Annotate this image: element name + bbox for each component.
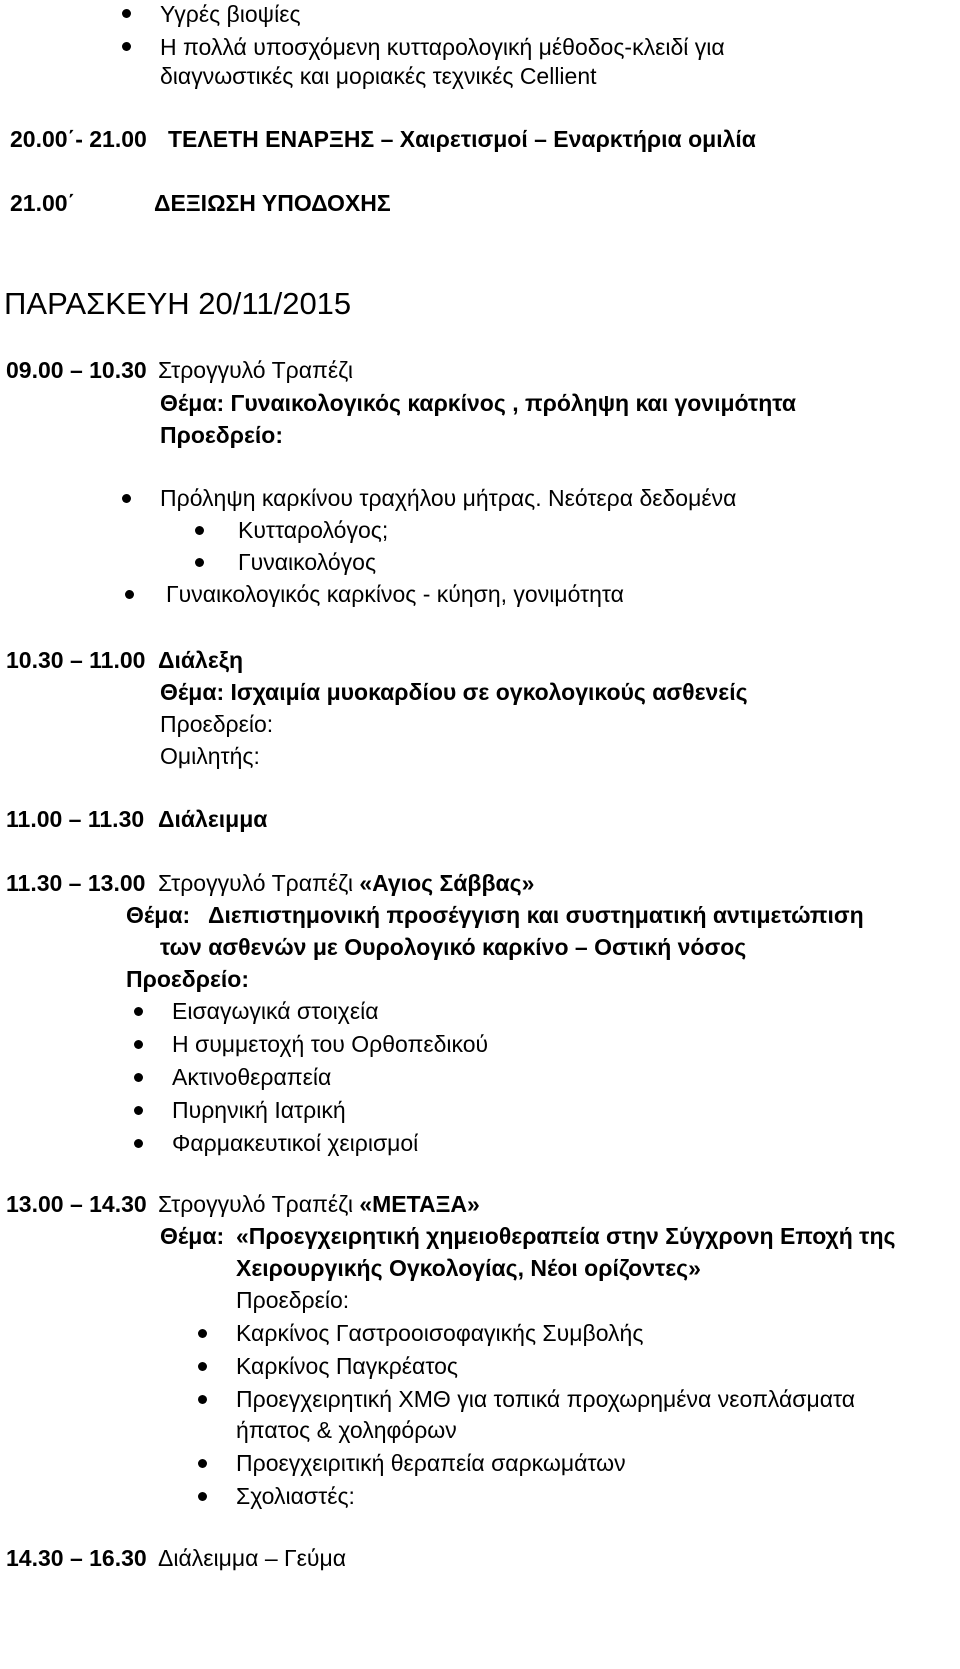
session-4-name: «Αγιος Σάββας» <box>359 870 535 896</box>
ceremony-time: 20.00΄- 21.00 <box>10 126 147 152</box>
list-item-continuation: ήπατος & χοληφόρων <box>236 1417 457 1443</box>
session-3-type: Διάλειμμα <box>158 806 268 832</box>
session-1-theme: Θέμα: Γυναικολογικός καρκίνος , πρόληψη και γονιμότητα <box>160 390 797 416</box>
list-item: Πυρηνική Ιατρική <box>172 1097 346 1123</box>
list-item: Γυναικολογικός καρκίνος - κύηση, γονιμότητα <box>166 581 624 607</box>
session-4-header <box>6 869 534 897</box>
ceremony-line <box>10 125 756 153</box>
reception-text: ΔΕΞΙΩΣΗ ΥΠΟΔΟΧΗΣ <box>154 190 391 216</box>
list-item: Η συμμετοχή του Ορθοπεδικού <box>172 1031 489 1057</box>
bullet-icon <box>134 1139 143 1148</box>
session-5-theme-line1: «Προεγχειρητική χημειοθεραπεία στην Σύγχρονη Εποχή της <box>236 1223 896 1249</box>
session-5-type: Στρογγυλό Τραπέζι <box>158 1191 353 1217</box>
day-heading: ΠΑΡΑΣΚΕΥΗ 20/11/2015 <box>4 286 352 321</box>
session-3-header <box>6 805 267 833</box>
list-item-continuation: διαγνωστικές και μοριακές τεχνικές Cellient <box>160 63 597 89</box>
list-item: Πρόληψη καρκίνου τραχήλου μήτρας. Νεότερα δεδομένα <box>160 485 737 511</box>
session-6-header <box>6 1544 346 1572</box>
session-5-theme-line2: Χειρουργικής Ογκολογίας, Νέοι ορίζοντες» <box>236 1255 701 1281</box>
session-6-type: Διάλειμμα – Γεύμα <box>158 1545 347 1571</box>
list-item: Υγρές βιοψίες <box>160 1 301 27</box>
list-item: Γυναικολόγος <box>238 549 377 575</box>
reception-time: 21.00΄ <box>10 190 76 216</box>
session-4-theme-label: Θέμα: <box>126 902 191 928</box>
list-item: Καρκίνος Παγκρέατος <box>236 1353 458 1379</box>
list-item: Εισαγωγικά στοιχεία <box>172 998 379 1024</box>
bullet-icon <box>198 1459 207 1468</box>
reception-line <box>10 189 391 217</box>
list-item: Καρκίνος Γαστροοισοφαγικής Συμβολής <box>236 1320 644 1346</box>
session-1-time: 09.00 – 10.30 <box>6 357 147 383</box>
session-2-type: Διάλεξη <box>158 647 244 673</box>
session-2-theme: Θέμα: Ισχαιμία μυοκαρδίου σε ογκολογικούς ασθενείς <box>160 679 748 705</box>
ceremony-text: ΤΕΛΕΤΗ ΕΝΑΡΞΗΣ – Χαιρετισμοί – Εναρκτήρια ομιλία <box>168 126 756 152</box>
session-5-header <box>6 1190 480 1218</box>
session-2-header <box>6 646 243 674</box>
session-4-theme <box>126 901 864 929</box>
session-5-theme <box>160 1222 895 1250</box>
list-item: Προεγχειριτική θεραπεία σαρκωμάτων <box>236 1450 626 1476</box>
bullet-icon <box>195 558 204 567</box>
list-item: Προεγχειρητική ΧΜΘ για τοπικά προχωρημένα νεοπλάσματα <box>236 1386 856 1412</box>
bullet-icon <box>134 1106 143 1115</box>
bullet-icon <box>198 1395 207 1404</box>
list-item: Η πολλά υποσχόμενη κυτταρολογική μέθοδος-κλειδί για <box>160 34 725 60</box>
list-item: Κυτταρολόγος; <box>238 517 389 543</box>
bullet-icon <box>122 42 131 51</box>
session-4-theme-line1: Διεπιστημονική προσέγγιση και συστηματική αντιμετώπιση <box>208 902 864 928</box>
session-1-header <box>6 356 353 384</box>
session-6-time: 14.30 – 16.30 <box>6 1545 147 1571</box>
bullet-icon <box>198 1329 207 1338</box>
list-item: Ακτινοθεραπεία <box>172 1064 332 1090</box>
session-5-theme-label: Θέμα: <box>160 1223 225 1249</box>
session-3-time: 11.00 – 11.30 <box>6 806 145 832</box>
session-4-time: 11.30 – 13.00 <box>6 870 146 896</box>
bullet-icon <box>134 1007 143 1016</box>
bullet-icon <box>198 1362 207 1371</box>
session-2-speakers: Ομιλητής: <box>160 743 260 769</box>
session-4-theme-line2: των ασθενών με Ουρολογικό καρκίνο – Οστική νόσος <box>160 934 747 960</box>
bullet-icon <box>198 1492 207 1501</box>
list-item: Σχολιαστές: <box>236 1483 355 1509</box>
session-5-chair: Προεδρείο: <box>236 1287 350 1313</box>
bullet-icon <box>122 9 131 18</box>
bullet-icon <box>134 1040 143 1049</box>
bullet-icon <box>195 526 204 535</box>
session-2-chair: Προεδρείο: <box>160 711 274 737</box>
session-1-chair: Προεδρείο: <box>160 422 283 448</box>
bullet-icon <box>134 1073 143 1082</box>
bullet-icon <box>125 590 134 599</box>
session-1-type: Στρογγυλό Τραπέζι <box>158 357 353 383</box>
session-2-time: 10.30 – 11.00 <box>6 647 146 673</box>
session-4-chair: Προεδρείο: <box>126 966 249 992</box>
session-5-name: «ΜΕΤΑΞΑ» <box>359 1191 480 1217</box>
session-5-time: 13.00 – 14.30 <box>6 1191 147 1217</box>
session-4-type: Στρογγυλό Τραπέζι <box>158 870 353 896</box>
list-item: Φαρμακευτικοί χειρισμοί <box>172 1130 419 1156</box>
bullet-icon <box>122 494 131 503</box>
